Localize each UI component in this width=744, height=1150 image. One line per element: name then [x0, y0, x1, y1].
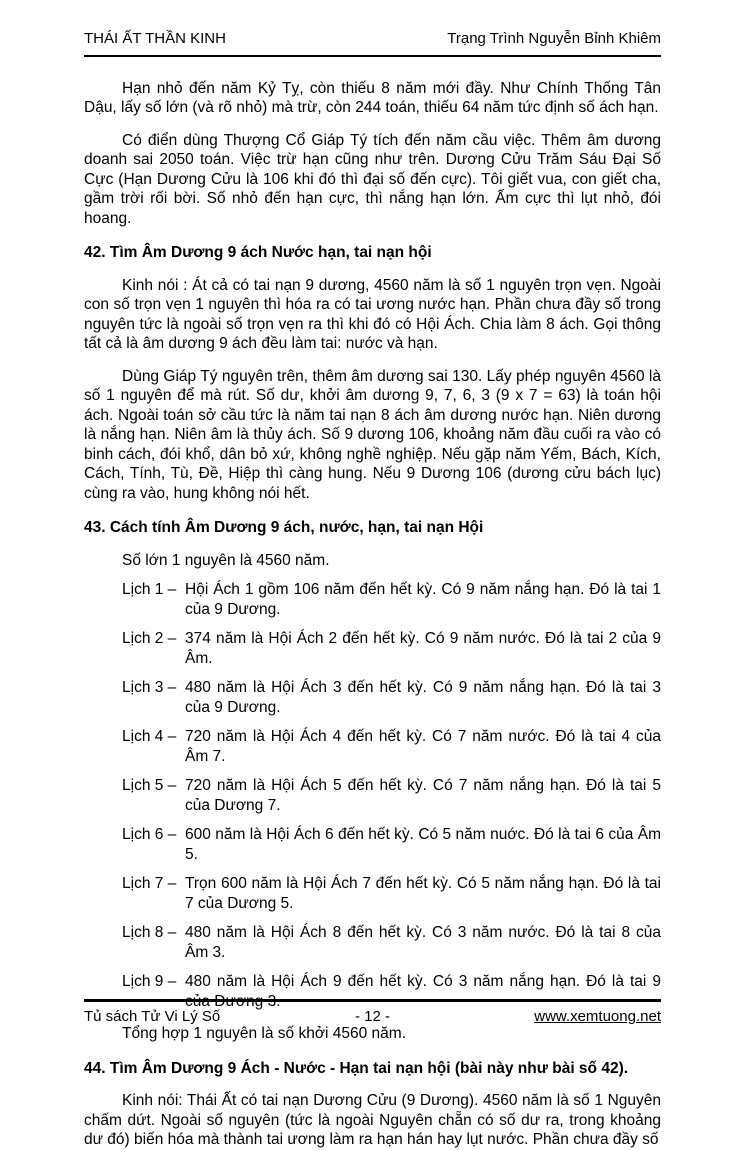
list-item-text: 720 năm là Hội Ách 4 đến hết kỳ. Có 7 năm nước. Đó là tai 4 của Âm 7. — [185, 728, 661, 765]
list-item-label: Lịch 8 – — [122, 924, 177, 941]
list-item-text: 480 năm là Hội Ách 9 đến hết kỳ. Có 3 năm nắng hạn. Đó là tai 9 của Dương 3. — [185, 973, 661, 1010]
list-item — [122, 678, 661, 717]
page-footer — [84, 999, 661, 1027]
list-item — [122, 776, 661, 815]
paragraph: Kinh nói: Thái Ất có tai nạn Dương Cửu (9 Dương). 4560 năm là số 1 Nguyên chấm dứt. Ngoài số nguyên (tức là ngoài Nguyên chẵn có số dư ra, trong khoảng dư đó) biến hóa mà thành tai ương làm ra hạn hán hay lụt nước. Phần chưa đầy số — [84, 1092, 661, 1148]
page-header — [84, 0, 661, 57]
section-heading-43: 43. Cách tính Âm Dương 9 ách, nước, hạn, tai nạn Hội — [84, 519, 484, 536]
list-item — [122, 629, 661, 668]
section-43-summary: Tổng hợp 1 nguyên là số khởi 4560 năm. — [122, 1025, 407, 1042]
page-body — [84, 57, 661, 1150]
document-page — [84, 0, 661, 1150]
list-item-label: Lịch 2 – — [122, 630, 177, 647]
list-item-text: 374 năm là Hội Ách 2 đến hết kỳ. Có 9 năm nước. Đó là tai 2 của 9 Âm. — [185, 630, 661, 667]
list-item-label: Lịch 1 – — [122, 581, 177, 598]
list-item-text: 600 năm là Hội Ách 6 đến hết kỳ. Có 5 năm nuớc. Đó là tai 6 của Âm 5. — [185, 826, 661, 863]
paragraph: Có điển dùng Thượng Cổ Giáp Tý tích đến năm cầu việc. Thêm âm dương doanh sai 2050 toán. Việc trừ hạn cũng như trên. Dương Cửu Trăm Sáu Đại Số Cực (Hạn Dương Cửu là 106 khi đó thì đại số đến cực). Tôi giết vua, con giết cha, gầm trời rối bời. Số nhỏ đến hạn cực, thì nắng hạn lớn. Ấm cực thì lụt nhỏ, đói hoang. — [84, 131, 661, 227]
list-item-text: 720 năm là Hội Ách 5 đến hết kỳ. Có 7 năm nắng hạn. Đó là tai 5 của Dương 7. — [185, 777, 661, 814]
lich-list — [84, 580, 661, 1011]
list-item — [122, 874, 661, 913]
footer-page-number: - 12 - — [354, 1008, 390, 1025]
paragraph: Dùng Giáp Tý nguyên trên, thêm âm dương sai 130. Lấy phép nguyên 4560 là số 1 nguyên để mà rút. Số dư, khởi âm dương 9, 7, 6, 3 (9 x 7 = 63) là toán hội ách. Ngoài toán sở cầu tức là năm tai nạn 8 ách âm dương nước hạn. Niên dương là nắng hạn. Niên âm là thủy ách. Số 9 dương 106, khoảng năm đầu cuối ra vào có binh cách, đói khổ, dân bỏ xứ, không nghề nghiệp. Nếu gặp năm Yếm, Bách, Kích, Cách, Tính, Tù, Đề, Hiệp thì càng hung. Nếu 9 Dương 106 (dương cửu bách lục) cùng ra vào, hung không nói hết. — [84, 367, 661, 502]
list-item-label: Lịch 5 – — [122, 777, 177, 794]
footer-series-title: Tủ sách Tử Vi Lý Số — [84, 1008, 221, 1025]
list-item — [122, 580, 661, 619]
header-book-title: THÁI ẤT THẦN KINH — [84, 30, 226, 47]
header-author: Trạng Trình Nguyễn Bỉnh Khiêm — [447, 30, 661, 47]
list-item-label: Lịch 6 – — [122, 826, 177, 843]
list-item-label: Lịch 9 – — [122, 973, 177, 990]
list-item — [122, 825, 661, 864]
list-item-label: Lịch 3 – — [122, 679, 177, 696]
list-item-text: 480 năm là Hội Ách 8 đến hết kỳ. Có 3 năm nước. Đó là tai 8 của Âm 3. — [185, 924, 661, 961]
paragraph: Hạn nhỏ đến năm Kỷ Tỵ, còn thiếu 8 năm mới đầy. Như Chính Thống Tân Dậu, lấy số lớn (và rõ nhỏ) mà trừ, còn 244 toán, thiếu 64 năm tức định số ách hạn. — [84, 79, 661, 116]
list-item — [122, 727, 661, 766]
section-heading-44: 44. Tìm Âm Dương 9 Ách - Nước - Hạn tai nạn hội (bài này như bài số 42). — [84, 1059, 629, 1077]
list-item-label: Lịch 7 – — [122, 875, 177, 892]
list-item-text: 480 năm là Hội Ách 3 đến hết kỳ. Có 9 năm nắng hạn. Đó là tai 3 của 9 Dương. — [185, 679, 661, 716]
list-item-text: Hội Ách 1 gồm 106 năm đến hết kỳ. Có 9 năm nắng hạn. Đó là tai 1 của 9 Dương. — [185, 581, 661, 618]
list-item — [122, 923, 661, 962]
footer-website-link[interactable]: www.xemtuong.net — [534, 1008, 661, 1025]
list-item-label: Lịch 4 – — [122, 728, 177, 745]
paragraph: Kinh nói : Át cả có tai nạn 9 dương, 4560 năm là số 1 nguyên trọn vẹn. Ngoài con số trọn vẹn 1 nguyên thì hóa ra có tai ương nước hạn. Phần chưa đầy số trong nguyên tức là ngoài số trọn vẹn ra thì khi đó có Hội Ách. Chia làm 8 ách. Gọi thông tất cả là âm dương 9 ách đều làm tai: nước và hạn. — [84, 276, 661, 352]
section-heading-42: 42. Tìm Âm Dương 9 ách Nước hạn, tai nạn hội — [84, 244, 432, 261]
section-43-intro: Số lớn 1 nguyên là 4560 năm. — [122, 551, 330, 569]
list-item-text: Trọn 600 năm là Hội Ách 7 đến hết kỳ. Có 5 năm nắng hạn. Đó là tai 7 của Dương 5. — [185, 875, 661, 912]
